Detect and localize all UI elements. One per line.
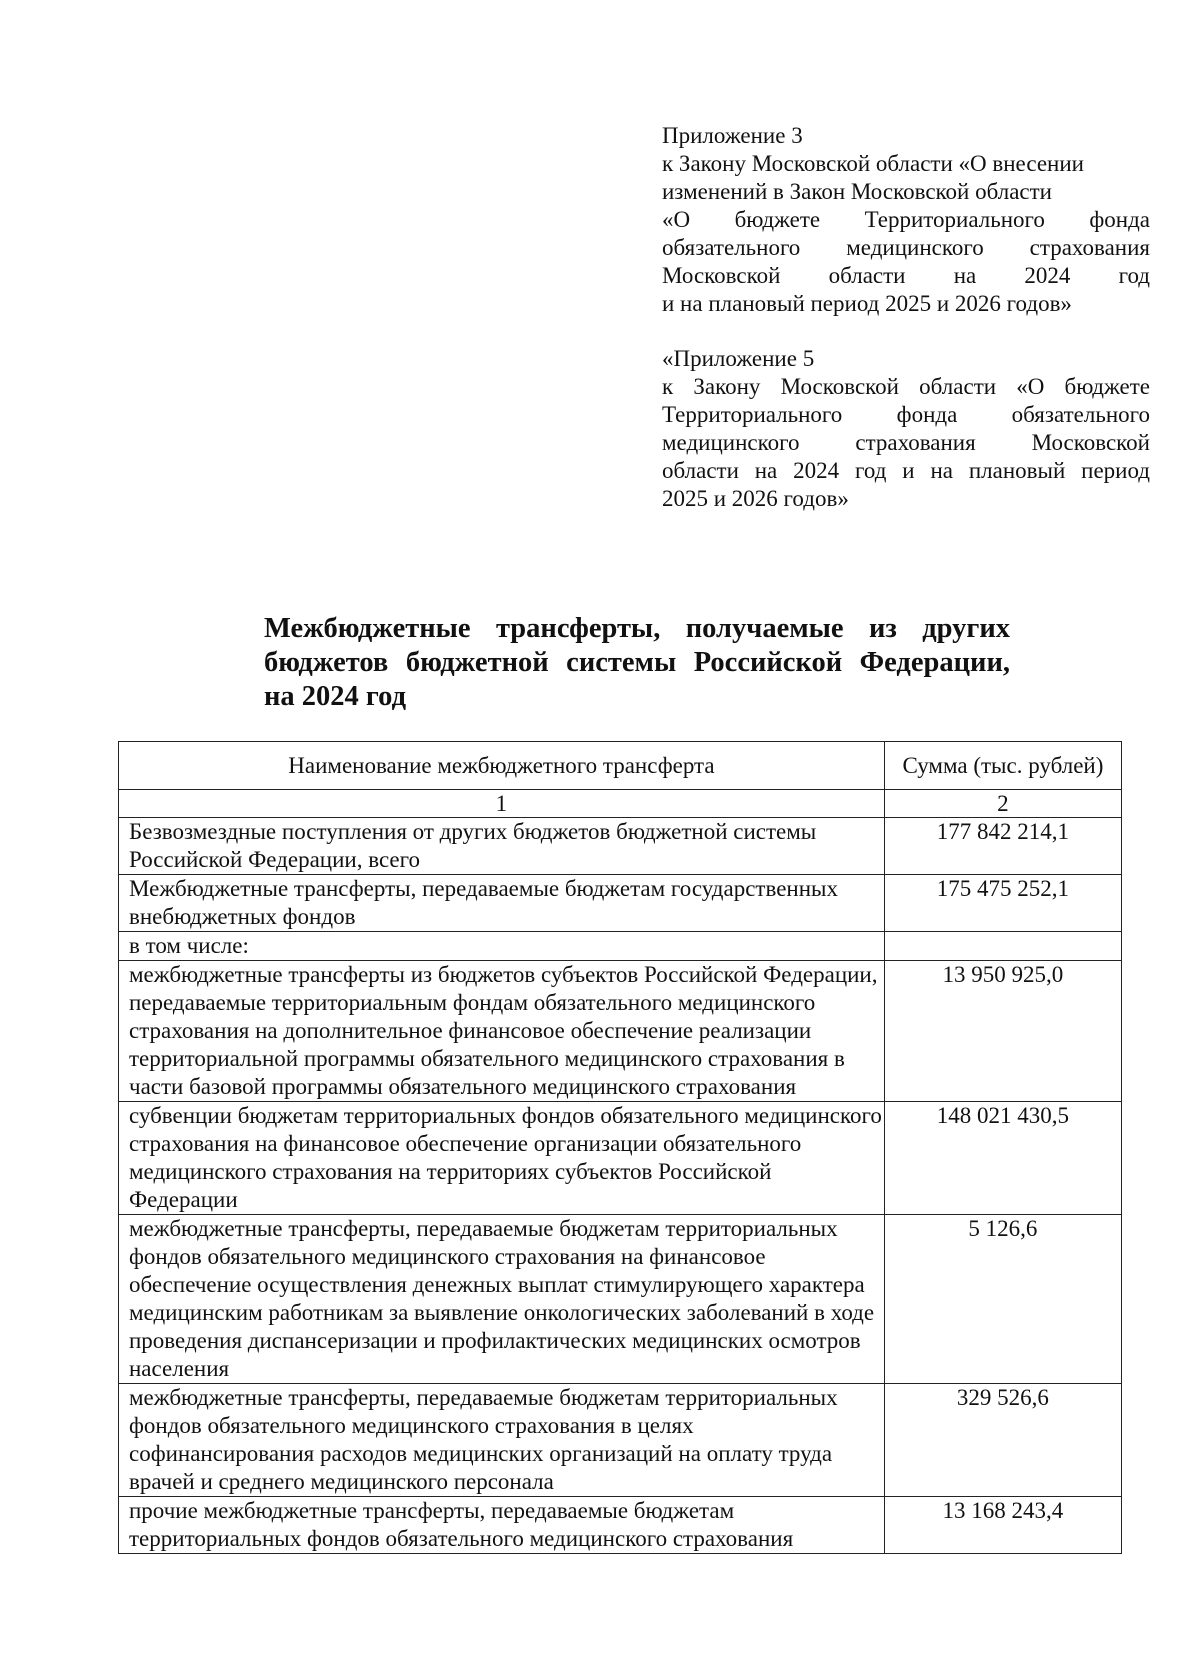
appendix-5-line: к Закону Московской области «О бюджете xyxy=(662,374,1150,399)
table-row xyxy=(119,1102,1122,1215)
table-row xyxy=(119,818,1122,875)
row-amount xyxy=(884,932,1121,961)
appendix-3-line: обязательного медицинского страхования xyxy=(662,235,1150,260)
row-name: Безвозмездные поступления от других бюджетов бюджетной системы Российской Федерации, всего xyxy=(119,818,885,875)
row-amount: 5 126,6 xyxy=(884,1215,1121,1384)
appendix-3-line: к Закону Московской области «О внесении xyxy=(662,151,1084,176)
appendix-5-heading: «Приложение 5 xyxy=(662,346,815,371)
row-name: межбюджетные трансферты, передаваемые бюджетам территориальных фондов обязательного медицинского страхования на финансовое обеспечение осуществления денежных выплат стимулирующего характера медицинским работникам за выявление онкологических заболеваний в ходе проведения диспансеризации и профилактических медицинских осмотров населения xyxy=(119,1215,885,1384)
row-amount: 177 842 214,1 xyxy=(884,818,1121,875)
row-name: в том числе: xyxy=(119,932,885,961)
table-row xyxy=(119,1215,1122,1384)
appendix-5-line: Территориального фонда обязательного xyxy=(662,402,1150,427)
row-amount: 13 168 243,4 xyxy=(884,1497,1121,1554)
row-name: прочие межбюджетные трансферты, передаваемые бюджетам территориальных фондов обязательного медицинского страхования xyxy=(119,1497,885,1554)
appendix-5-line: области на 2024 год и на плановый период xyxy=(662,458,1150,483)
column-number: 1 xyxy=(119,790,885,818)
row-amount: 148 021 430,5 xyxy=(884,1102,1121,1215)
row-name: межбюджетные трансферты из бюджетов субъектов Российской Федерации, передаваемые территориальным фондам обязательного медицинского страхования на дополнительное финансовое обеспечение реализации территориальной программы обязательного медицинского страхования в части базовой программы обязательного медицинского страхования xyxy=(119,961,885,1102)
table-row xyxy=(119,1497,1122,1554)
table-row xyxy=(119,961,1122,1102)
column-number-row xyxy=(119,790,1122,818)
appendix-5-block xyxy=(662,345,1150,513)
table-header-row xyxy=(119,742,1122,790)
row-name: Межбюджетные трансферты, передаваемые бюджетам государственных внебюджетных фондов xyxy=(119,875,885,932)
appendix-5-line: медицинского страхования Московской xyxy=(662,430,1150,455)
row-name: субвенции бюджетам территориальных фондов обязательного медицинского страхования на финансовое обеспечение организации обязательного медицинского страхования на территориях субъектов Российской Федерации xyxy=(119,1102,885,1215)
row-amount: 329 526,6 xyxy=(884,1384,1121,1497)
row-amount: 13 950 925,0 xyxy=(884,961,1121,1102)
table-row xyxy=(119,1384,1122,1497)
appendix-3-line: изменений в Закон Московской области xyxy=(662,179,1052,204)
appendix-3-line: «О бюджете Территориального фонда xyxy=(662,207,1150,232)
transfers-table xyxy=(118,741,1122,1554)
appendix-3-line: и на плановый период 2025 и 2026 годов» xyxy=(662,291,1072,316)
appendix-5-line: 2025 и 2026 годов» xyxy=(662,486,849,511)
title-line: на 2024 год xyxy=(264,681,406,712)
column-header-name: Наименование межбюджетного трансферта xyxy=(119,742,885,790)
appendix-3-line: Московской области на 2024 год xyxy=(662,263,1150,288)
appendix-3-heading: Приложение 3 xyxy=(662,123,803,148)
document-title xyxy=(264,612,1010,714)
column-header-amount: Сумма (тыс. рублей) xyxy=(884,742,1121,790)
table-row xyxy=(119,875,1122,932)
row-amount: 175 475 252,1 xyxy=(884,875,1121,932)
table-row xyxy=(119,932,1122,961)
row-name: межбюджетные трансферты, передаваемые бюджетам территориальных фондов обязательного медицинского страхования в целях софинансирования расходов медицинских организаций на оплату труда врачей и среднего медицинского персонала xyxy=(119,1384,885,1497)
column-number: 2 xyxy=(884,790,1121,818)
title-line: бюджетов бюджетной системы Российской Федерации, xyxy=(264,647,1010,678)
title-line: Межбюджетные трансферты, получаемые из других xyxy=(264,613,1010,644)
appendix-3-block xyxy=(662,122,1150,318)
